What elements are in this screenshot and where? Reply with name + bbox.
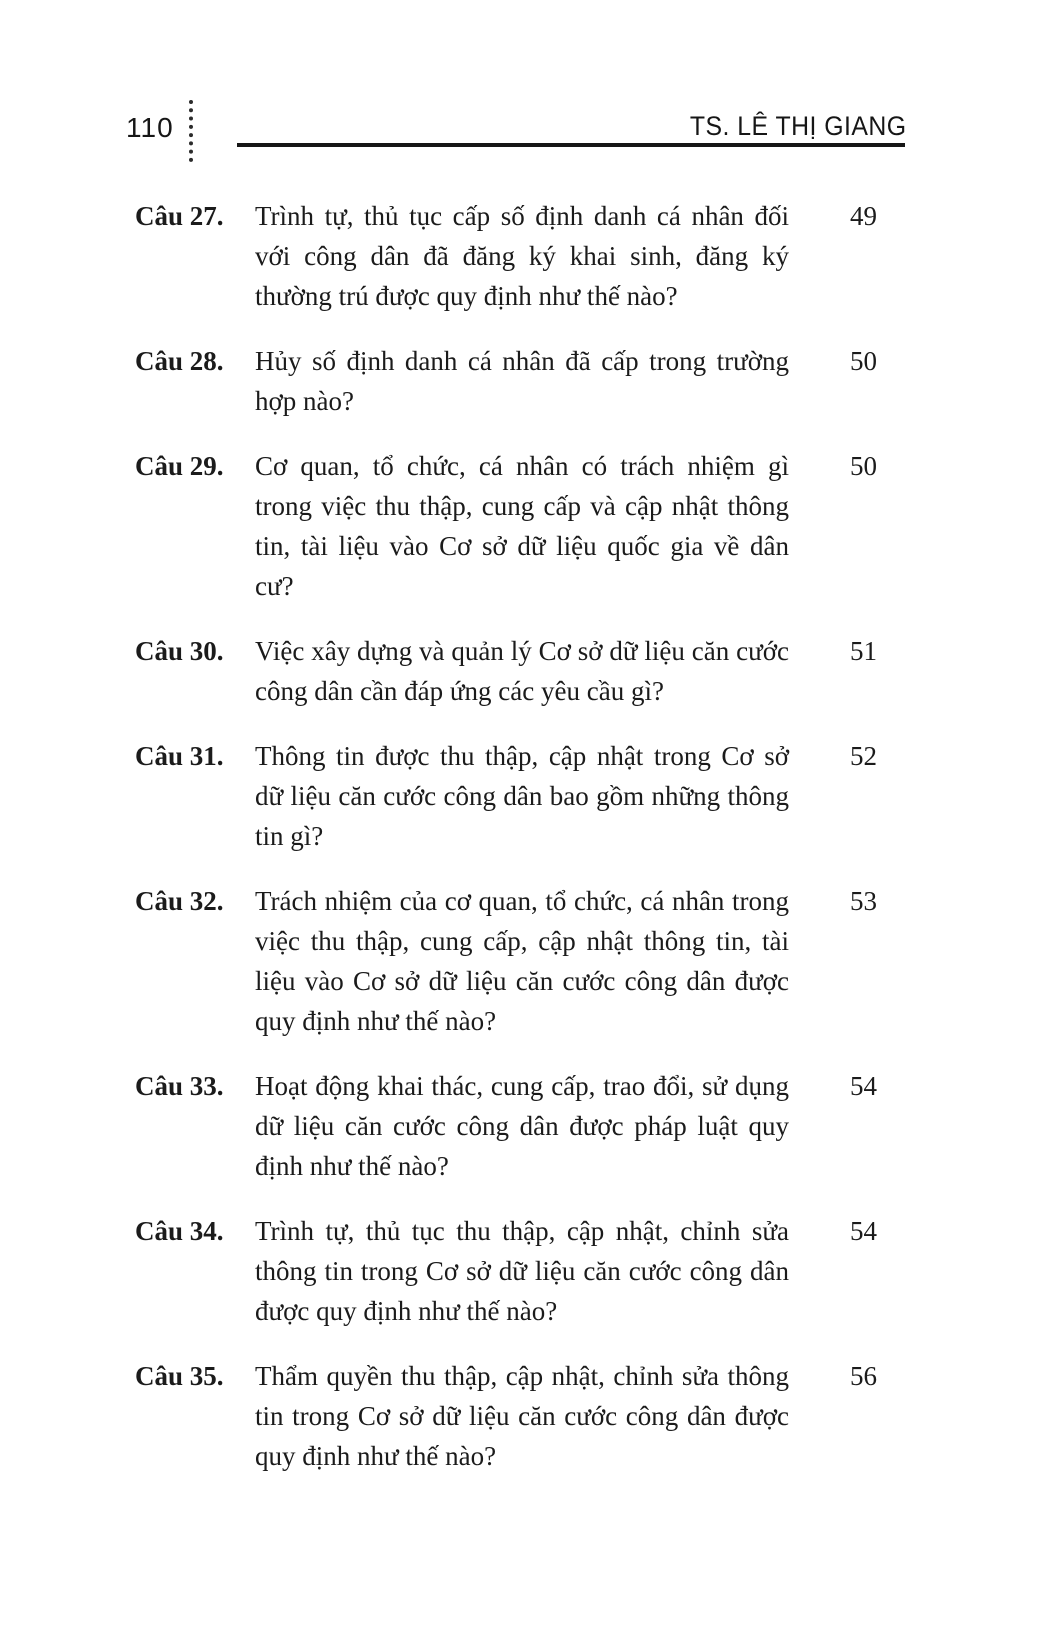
toc-entry-label: Câu 33. — [135, 1071, 224, 1101]
page-number: 110 — [126, 112, 174, 143]
toc-entry-label: Câu 29. — [135, 451, 224, 481]
toc-entry-page: 54 — [850, 1071, 877, 1101]
toc-entry-label: Câu 27. — [135, 201, 224, 231]
toc-entry-page: 54 — [850, 1216, 877, 1246]
toc-entry-text: Trình tự, thủ tục cấp số định danh cá nhân đối với công dân đã đăng ký khai sinh, đăng ký thường trú được quy định như thế nào? — [255, 201, 789, 311]
toc-entry-page: 52 — [850, 741, 877, 771]
toc-entry-page: 56 — [850, 1361, 877, 1391]
toc-entry — [135, 881, 877, 1041]
toc-entry — [135, 1356, 877, 1476]
header-rule — [237, 143, 905, 147]
toc-entry-label: Câu 30. — [135, 636, 224, 666]
toc-entry — [135, 446, 877, 606]
toc-entry-label: Câu 32. — [135, 886, 224, 916]
toc-entry-text: Việc xây dựng và quản lý Cơ sở dữ liệu căn cước công dân cần đáp ứng các yêu cầu gì? — [255, 636, 789, 706]
toc-entry-label: Câu 35. — [135, 1361, 224, 1391]
table-of-contents — [135, 196, 877, 1501]
toc-entry-label: Câu 28. — [135, 346, 224, 376]
toc-entry-text: Hoạt động khai thác, cung cấp, trao đổi, sử dụng dữ liệu căn cước công dân được pháp luật quy định như thế nào? — [255, 1071, 789, 1181]
toc-entry-text: Trách nhiệm của cơ quan, tổ chức, cá nhân trong việc thu thập, cung cấp, cập nhật thông tin, tài liệu vào Cơ sở dữ liệu căn cước công dân được quy định như thế nào? — [255, 886, 789, 1036]
toc-entry — [135, 1211, 877, 1331]
toc-entry — [135, 341, 877, 421]
toc-entry — [135, 631, 877, 711]
toc-entry-text: Thẩm quyền thu thập, cập nhật, chỉnh sửa thông tin trong Cơ sở dữ liệu căn cước công dân được quy định như thế nào? — [255, 1361, 789, 1471]
toc-entry-page: 50 — [850, 346, 877, 376]
toc-entry-page: 50 — [850, 451, 877, 481]
toc-entry-text: Thông tin được thu thập, cập nhật trong Cơ sở dữ liệu căn cước công dân bao gồm những thông tin gì? — [255, 741, 789, 851]
toc-entry-text: Cơ quan, tổ chức, cá nhân có trách nhiệm gì trong việc thu thập, cung cấp và cập nhật thông tin, tài liệu vào Cơ sở dữ liệu quốc gia về dân cư? — [255, 451, 789, 601]
toc-entry — [135, 736, 877, 856]
toc-entry-page: 53 — [850, 886, 877, 916]
bead-divider-ornament — [189, 100, 193, 162]
toc-entry — [135, 196, 877, 316]
running-title-author: TS. LÊ THỊ GIANG — [690, 111, 907, 141]
toc-entry-page: 49 — [850, 201, 877, 231]
toc-entry — [135, 1066, 877, 1186]
toc-entry-label: Câu 31. — [135, 741, 224, 771]
toc-entry-text: Trình tự, thủ tục thu thập, cập nhật, chỉnh sửa thông tin trong Cơ sở dữ liệu căn cước công dân được quy định như thế nào? — [255, 1216, 789, 1326]
toc-entry-text: Hủy số định danh cá nhân đã cấp trong trường hợp nào? — [255, 346, 789, 416]
toc-entry-page: 51 — [850, 636, 877, 666]
toc-entry-label: Câu 34. — [135, 1216, 224, 1246]
